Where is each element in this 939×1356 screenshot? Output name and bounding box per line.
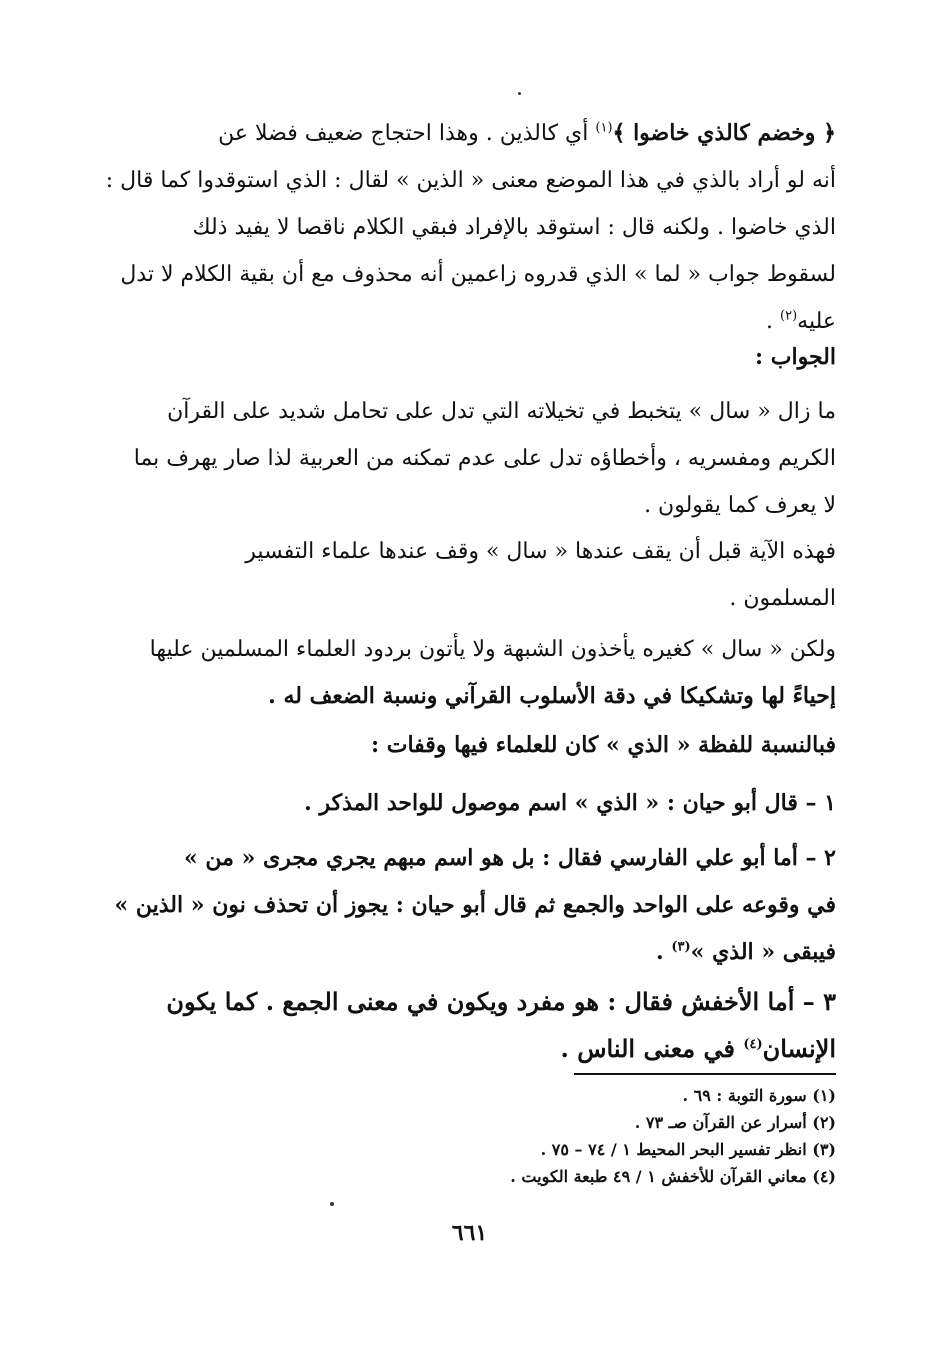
list-item-3-line-2: الإنسان$^{(٤)}$ في معنى الناس . [560, 1034, 836, 1063]
footnote-1: (١) سورة التوبة : ٦٩ . [682, 1086, 836, 1105]
answer-heading: الجواب : [755, 344, 836, 370]
paragraph-3 [126, 528, 836, 622]
paragraph-2-line-1: ما زال « سال » يتخبط في تخيلاته التي تدل على تحامل شديد على القرآن [167, 399, 836, 424]
page-number: ٦٦١ [451, 1220, 488, 1246]
footnote-2: (٢) أسرار عن القرآن صـ ٧٣ . [634, 1113, 836, 1132]
footnote-3: (٣) انظر تفسير البحر المحيط ١ / ٧٤ – ٧٥ . [540, 1140, 836, 1159]
paragraph-1-line-3: الذي خاضوا . ولكنه قال : استوقد بالإفراد فبقي الكلام ناقصا لا يفيد ذلك [192, 215, 836, 240]
list-item-1 [126, 780, 836, 827]
paragraph-4-line-1: ولكن « سال » كغيره يأخذون الشبهة ولا يأتون بردود العلماء المسلمين عليها [149, 637, 836, 662]
paragraph-1 [105, 110, 836, 345]
scan-speck [330, 1202, 334, 1206]
paragraph-5-line-1: فبالنسبة للفظة « الذي » كان للعلماء فيها وقفات : [370, 732, 836, 758]
list-item-2 [114, 835, 836, 976]
paragraph-4 [126, 626, 836, 720]
scan-speck [518, 92, 521, 95]
footnote-ref-2: (٢) [780, 308, 798, 324]
footnote-divider [574, 1073, 836, 1075]
list-item-1-line-1: ١ – قال أبو حيان : « الذي » اسم موصول للواحد المذكر . [304, 790, 836, 816]
paragraph-3-line-2: المسلمون . [729, 586, 836, 611]
footnote-ref-4: (٤) [743, 1037, 763, 1052]
list-item-2-line-3: فيبقى « الذي »$^{(٣)}$ . [656, 939, 836, 965]
paragraph-1-line-1: ﴿ وخضم كالذي خاضوا ﴾$^{(١)}$ أي كالذين . وهذا احتجاج ضعيف فضلا عن [218, 120, 836, 146]
paragraph-2 [126, 388, 836, 529]
paragraph-1-line-5: عليه$^{(٢)}$ . [766, 308, 836, 334]
paragraph-3-line-1: فهذه الآية قبل أن يقف عندها « سال » وقف عندها علماء التفسير [245, 539, 836, 564]
list-item-3 [126, 978, 836, 1072]
list-item-2-line-1: ٢ – أما أبو علي الفارسي فقال : بل هو اسم مبهم يجري مجرى « من » [183, 845, 836, 871]
footnote-ref-1: (١) [595, 120, 613, 136]
footnote-4: (٤) معاني القرآن للأخفش ١ / ٤٩ طبعة الكويت . [510, 1167, 836, 1186]
list-item-3-line-1: ٣ – أما الأخفش فقال : هو مفرد ويكون في معنى الجمع . كما يكون [166, 987, 836, 1016]
paragraph-1-line-4: لسقوط جواب « لما » الذي قدروه زاعمين أنه محذوف مع أن بقية الكلام لا تدل [120, 262, 836, 287]
paragraph-2-line-2: الكريم ومفسريه ، وأخطاؤه تدل على عدم تمكنه من العربية لذا صار يهرف بما [133, 446, 836, 471]
paragraph-5 [126, 722, 836, 769]
paragraph-2-line-3: لا يعرف كما يقولون . [644, 493, 836, 518]
quran-quote: ﴿ وخضم كالذي خاضوا ﴾ [612, 120, 836, 146]
list-item-2-line-2: في وقوعه على الواحد والجمع ثم قال أبو حيان : يجوز أن تحذف نون « الذين » [114, 892, 836, 918]
paragraph-1-line-2: أنه لو أراد بالذي في هذا الموضع معنى « الذين » لقال : الذي استوقدوا كما قال : [105, 168, 836, 193]
paragraph-4-line-2: إحياءً لها وتشكيكا في دقة الأسلوب القرآني ونسبة الضعف له . [268, 683, 836, 709]
footnotes [336, 1082, 836, 1190]
footnote-ref-3: (٣) [671, 939, 691, 955]
